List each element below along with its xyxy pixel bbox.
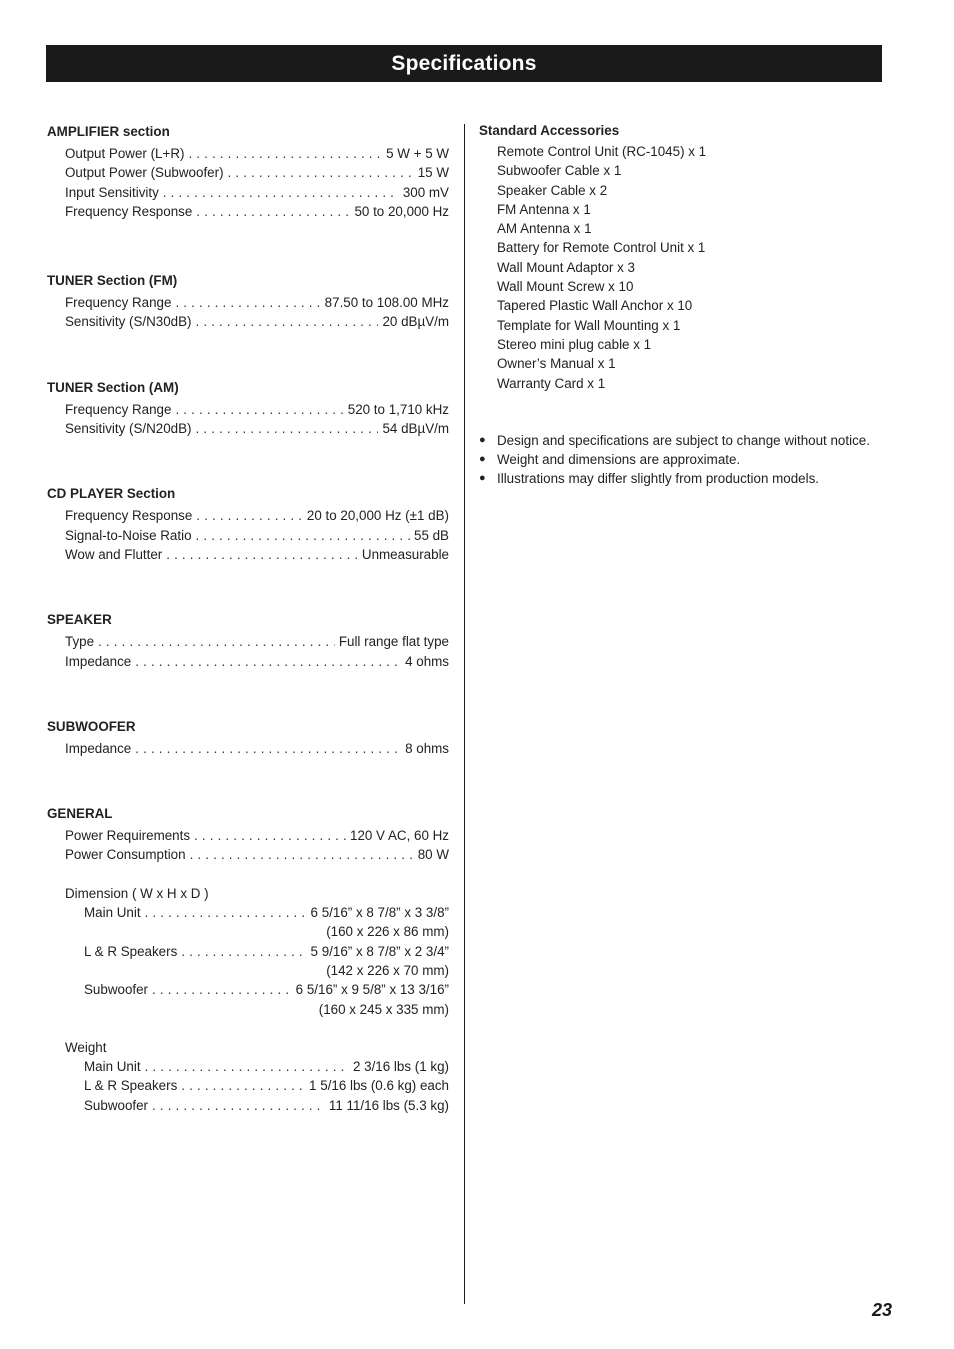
accessory-item: Owner’s Manual x 1	[497, 356, 616, 372]
leader-dots	[163, 183, 399, 202]
spec-label: Frequency Response	[65, 508, 193, 524]
spec-value: 11 11/16 lbs (5.3 kg)	[328, 1097, 449, 1113]
spec-value: 80 W	[417, 847, 449, 863]
spec-label: Sensitivity (S/N30dB)	[65, 314, 192, 330]
spec-label: Frequency Response	[65, 203, 193, 219]
accessory-item: Stereo mini plug cable x 1	[497, 336, 652, 352]
spec-value: 520 to 1,710 kHz	[347, 401, 449, 417]
spec-value: 20 dBµV/m	[382, 314, 449, 330]
accessory-item: FM Antenna x 1	[497, 201, 591, 217]
leader-dots	[166, 545, 358, 564]
dimension-metric: (160 x 226 x 86 mm)	[326, 924, 449, 940]
spec-value: 54 dBµV/m	[382, 421, 449, 437]
spec-row	[47, 163, 449, 182]
spec-row	[47, 144, 449, 163]
spec-label: Subwoofer	[84, 1097, 149, 1113]
leader-dots	[196, 312, 379, 331]
spec-label: Signal-to-Noise Ratio	[65, 527, 192, 543]
leader-dots	[228, 163, 414, 182]
spec-row	[47, 400, 449, 419]
section-heading: GENERAL	[47, 806, 113, 822]
section-heading: SUBWOOFER	[47, 718, 136, 734]
spec-value: 2 3/16 lbs (1 kg)	[352, 1059, 449, 1075]
subwoofer-section	[47, 717, 449, 758]
column-divider	[464, 124, 465, 1304]
spec-row	[47, 526, 449, 545]
spec-row	[47, 293, 449, 312]
leader-dots	[175, 400, 343, 419]
spec-value: Unmeasurable	[361, 546, 449, 562]
cd-player-section	[47, 484, 449, 564]
page-title-bar	[46, 45, 882, 82]
spec-row	[47, 739, 449, 758]
leader-dots	[152, 980, 292, 999]
spec-value: 4 ohms	[405, 653, 449, 669]
leader-dots	[188, 144, 382, 163]
spec-label: Output Power (L+R)	[65, 146, 185, 161]
note-text: Illustrations may differ slightly from production models.	[497, 471, 820, 487]
spec-label: Frequency Range	[65, 295, 172, 311]
spec-value: 120 V AC, 60 Hz	[350, 828, 449, 844]
page-number: 23	[872, 1300, 893, 1320]
spec-value: 8 ohms	[405, 740, 449, 756]
specs-column	[47, 122, 449, 1161]
notes-list	[479, 431, 881, 489]
tuner-fm-section	[47, 271, 449, 332]
leader-dots	[196, 526, 410, 545]
spec-row	[47, 506, 449, 525]
section-heading: CD PLAYER Section	[47, 486, 176, 502]
spec-row	[47, 652, 449, 671]
spec-row	[47, 632, 449, 651]
speaker-section	[47, 610, 449, 671]
spec-label: Input Sensitivity	[65, 184, 159, 200]
section-heading: AMPLIFIER section	[47, 124, 170, 139]
spec-value: 5 W + 5 W	[386, 146, 449, 161]
accessory-item: Tapered Plastic Wall Anchor x 10	[497, 298, 693, 314]
page-title: Specifications	[391, 51, 537, 75]
spec-label: Main Unit	[84, 1059, 141, 1075]
spec-value: 1 5/16 lbs (0.6 kg) each	[309, 1078, 449, 1094]
amplifier-section	[47, 122, 449, 221]
spec-label: Power Consumption	[65, 847, 186, 863]
bullet-icon: ●	[479, 472, 486, 485]
spec-value: 5 9/16” x 8 7/8” x 2 3/4”	[310, 943, 449, 959]
leader-dots	[190, 845, 414, 864]
spec-value: 15 W	[417, 165, 449, 181]
spec-row	[47, 419, 449, 438]
leader-dots	[194, 826, 346, 845]
weight-row	[47, 1076, 449, 1095]
section-heading: TUNER Section (FM)	[47, 273, 178, 289]
spec-row	[47, 545, 449, 564]
spec-label: Frequency Range	[65, 401, 172, 417]
spec-label: Impedance	[65, 653, 132, 669]
spec-row	[47, 826, 449, 845]
dimension-row	[47, 903, 449, 922]
spec-row	[47, 312, 449, 331]
leader-dots	[152, 1096, 325, 1115]
accessory-item: Wall Mount Adaptor x 3	[497, 259, 635, 275]
leader-dots	[196, 506, 303, 525]
spec-row	[47, 202, 449, 221]
general-section	[47, 804, 449, 1115]
bullet-icon: ●	[479, 433, 486, 446]
note-text: Design and specifications are subject to change without notice.	[497, 432, 870, 448]
spec-value: 87.50 to 108.00 MHz	[324, 295, 449, 311]
dimension-row	[47, 980, 449, 999]
spec-label: L & R Speakers	[84, 1078, 178, 1094]
spec-value: 6 5/16” x 8 7/8” x 3 3/8”	[310, 905, 449, 921]
leader-dots	[181, 1076, 305, 1095]
leader-dots	[196, 419, 379, 438]
spec-label: Power Requirements	[65, 828, 191, 844]
section-heading: TUNER Section (AM)	[47, 379, 179, 395]
tuner-am-section	[47, 378, 449, 439]
spec-value: Full range flat type	[338, 634, 449, 650]
section-heading: SPEAKER	[47, 612, 112, 628]
dimension-label: Dimension ( W x H x D )	[65, 885, 209, 901]
accessories-column	[479, 121, 881, 489]
dimension-row	[47, 942, 449, 961]
spec-value: 50 to 20,000 Hz	[354, 203, 449, 219]
note-item	[479, 469, 881, 488]
spec-row	[47, 845, 449, 864]
spec-value: 55 dB	[414, 527, 449, 543]
spec-label: Main Unit	[84, 905, 141, 921]
spec-label: Type	[65, 634, 95, 650]
accessory-item: AM Antenna x 1	[497, 221, 592, 237]
weight-label: Weight	[65, 1039, 107, 1055]
leader-dots	[135, 739, 401, 758]
leader-dots	[175, 293, 320, 312]
weight-row	[47, 1096, 449, 1115]
bullet-icon: ●	[479, 453, 486, 466]
accessory-item: Speaker Cable x 2	[497, 182, 608, 198]
leader-dots	[196, 202, 350, 221]
accessory-item: Warranty Card x 1	[497, 375, 606, 391]
note-item	[479, 431, 881, 450]
spec-label: Wow and Flutter	[65, 546, 163, 562]
spec-value: 20 to 20,000 Hz (±1 dB)	[306, 508, 449, 524]
spec-label: Output Power (Subwoofer)	[65, 165, 224, 181]
spec-label: Impedance	[65, 740, 132, 756]
leader-dots	[145, 903, 307, 922]
accessory-item: Remote Control Unit (RC-1045) x 1	[497, 144, 707, 159]
dimension-metric: (142 x 226 x 70 mm)	[326, 962, 449, 978]
weight-row	[47, 1057, 449, 1076]
spec-label: Subwoofer	[84, 982, 149, 998]
leader-dots	[181, 942, 306, 961]
accessory-item: Wall Mount Screw x 10	[497, 279, 634, 295]
spec-value: 300 mV	[402, 184, 449, 200]
accessories-heading: Standard Accessories	[479, 123, 620, 138]
leader-dots	[135, 652, 401, 671]
note-item	[479, 450, 881, 469]
leader-dots	[145, 1057, 349, 1076]
accessory-item: Battery for Remote Control Unit x 1	[497, 240, 706, 256]
dimension-metric: (160 x 245 x 335 mm)	[318, 1001, 449, 1017]
accessory-item: Template for Wall Mounting x 1	[497, 317, 681, 333]
spec-label: Sensitivity (S/N20dB)	[65, 421, 192, 437]
leader-dots	[98, 632, 335, 651]
accessory-item: Subwoofer Cable x 1	[497, 163, 622, 179]
spec-label: L & R Speakers	[84, 943, 178, 959]
spec-row	[47, 183, 449, 202]
note-text: Weight and dimensions are approximate.	[497, 452, 741, 468]
spec-value: 6 5/16” x 9 5/8” x 13 3/16”	[295, 982, 449, 998]
